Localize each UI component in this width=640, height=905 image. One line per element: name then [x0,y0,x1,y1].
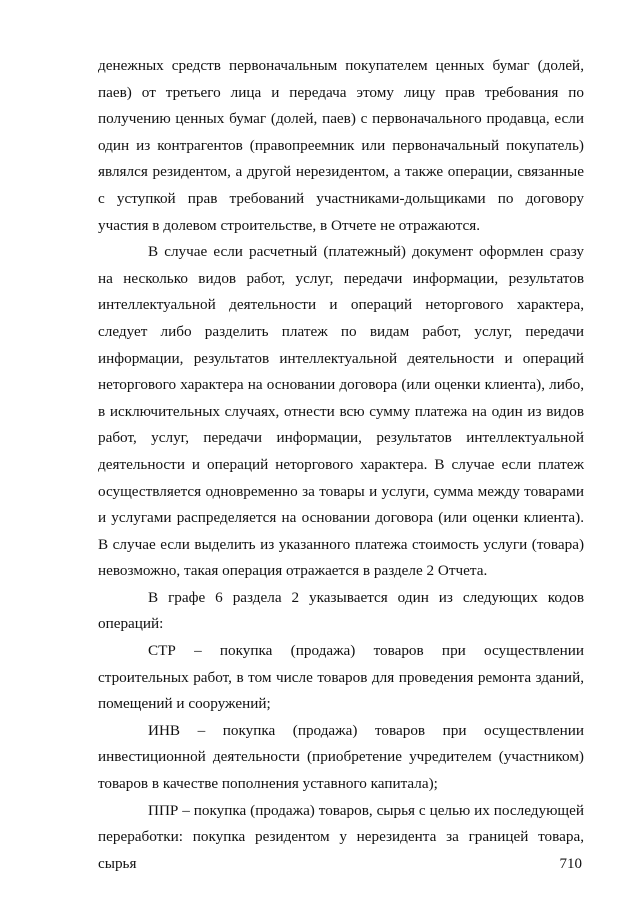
paragraph-code-str: СТР – покупка (продажа) товаров при осуществлении строительных работ, в том числе товаров для проведения ремонта зданий, помещений и сооружений; [98,642,584,713]
paragraph-continuation: денежных средств первоначальным покупателем ценных бумаг (долей, паев) от третьего лица и передача этому лицу прав требования по получению ценных бумаг (долей, паев) с первоначального продавца, если один из контрагентов (правопреемник или первоначальный покупатель) являлся резидентом, а другой нерезидентом, а также операции, связанные с уступкой прав требований участниками-дольщиками по договору участия в долевом строительстве, в Отчете не отражаются. [98,57,584,234]
page-number: 710 [559,856,582,872]
document-body [98,53,584,877]
paragraph-code-ppr: ППР – покупка (продажа) товаров, сырья с целью их последующей переработки: покупка резидентом у нерезидента за границей товара, сырья [98,801,584,872]
paragraph-payment-document: В случае если расчетный (платежный) документ оформлен сразу на несколько видов работ, услуг, передачи информации, результатов интеллектуальной деятельности и операций неторгового характера, следует либо разделить платеж по видам работ, услуг, передачи информации, результатов интеллектуальной деятельности и операций неторгового характера на основании договора (или оценки клиента), либо, в исключительных случаях, отнести всю сумму платежа на один из видов работ, услуг, передачи информации, результатов интеллектуальной деятельности и операций неторгового характера. В случае если платеж осуществляется одновременно за товары и услуги, сумма между товарами и услугами распределяется на основании договора (или оценки клиента). В случае если выделить из указанного платежа стоимость услуги (товара) невозможно, такая операция отражается в разделе 2 Отчета. [98,243,584,580]
paragraph-operation-codes-intro: В графе 6 раздела 2 указывается один из следующих кодов операций: [98,588,584,633]
paragraph-code-inv: ИНВ – покупка (продажа) товаров при осуществлении инвестиционной деятельности (приобретение учредителем (участником) товаров в качестве пополнения уставного капитала); [98,721,584,793]
